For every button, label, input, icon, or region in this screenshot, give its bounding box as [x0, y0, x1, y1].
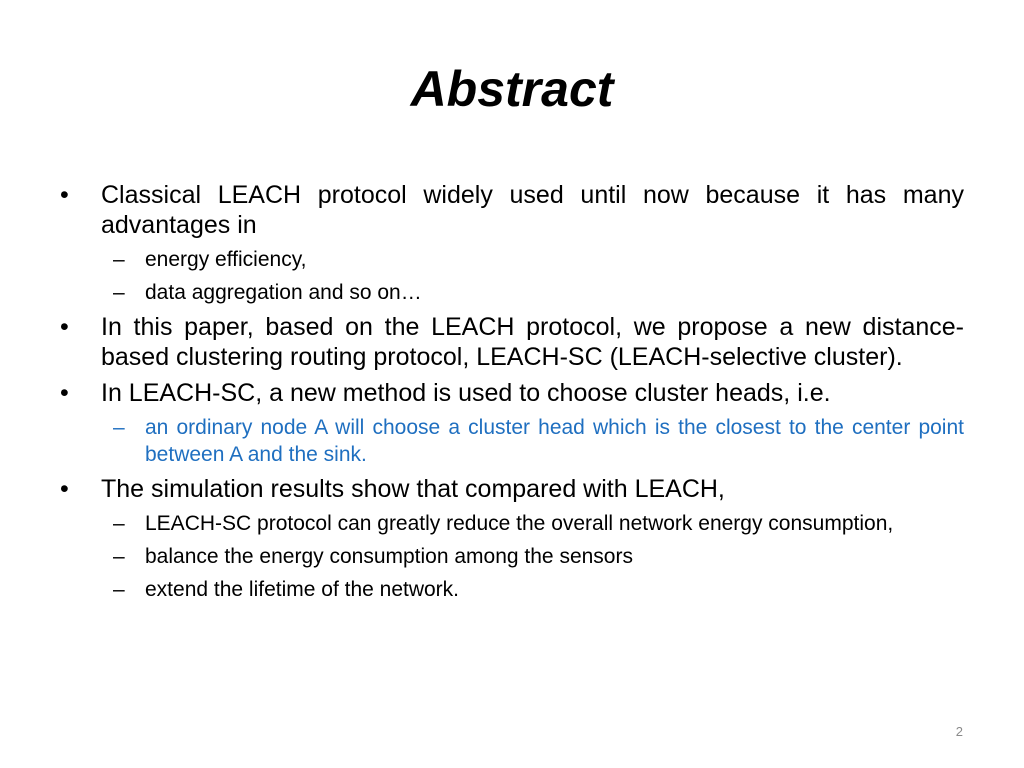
sub-bullet-text: LEACH-SC protocol can greatly reduce the overall network energy consumption,: [145, 512, 894, 535]
sub-bullet-item: [60, 246, 964, 273]
dash-marker: –: [113, 248, 125, 271]
bullet-marker: •: [60, 379, 69, 407]
bullet-marker: •: [60, 475, 69, 503]
bullet-marker: •: [60, 313, 69, 341]
bullet-marker: •: [60, 181, 69, 209]
bullet-list: [60, 180, 964, 609]
bullet-text: In this paper, based on the LEACH protocol, we propose a new distance-based clustering routing protocol, LEACH-SC (LEACH-selective cluster).: [101, 313, 964, 371]
sub-bullet-item: [60, 543, 964, 570]
sub-bullet-text: extend the lifetime of the network.: [145, 578, 460, 601]
dash-marker: –: [113, 512, 125, 535]
bullet-text: Classical LEACH protocol widely used until now because it has many advantages in: [101, 181, 964, 239]
sub-bullet-text: balance the energy consumption among the sensors: [145, 545, 633, 568]
dash-marker: –: [113, 416, 125, 439]
slide-title: Abstract: [410, 61, 614, 117]
bullet-text: In LEACH-SC, a new method is used to choose cluster heads, i.e.: [101, 379, 831, 407]
sub-bullet-item: [60, 576, 964, 603]
bullet-item: [60, 180, 964, 240]
bullet-item: [60, 312, 964, 372]
bullet-item: [60, 474, 964, 504]
dash-marker: –: [113, 545, 125, 568]
bullet-item: [60, 378, 964, 408]
sub-bullet-item-highlighted: [60, 414, 964, 468]
sub-bullet-text: an ordinary node A will choose a cluster head which is the closest to the center point between A and the sink.: [145, 416, 964, 466]
dash-marker: –: [113, 578, 125, 601]
sub-bullet-text: energy efficiency,: [145, 248, 307, 271]
sub-bullet-item: [60, 510, 964, 537]
sub-bullet-text: data aggregation and so on…: [145, 281, 422, 304]
sub-bullet-item: [60, 279, 964, 306]
dash-marker: –: [113, 281, 125, 304]
page-number: 2: [955, 724, 963, 739]
bullet-text: The simulation results show that compared with LEACH,: [101, 475, 725, 503]
